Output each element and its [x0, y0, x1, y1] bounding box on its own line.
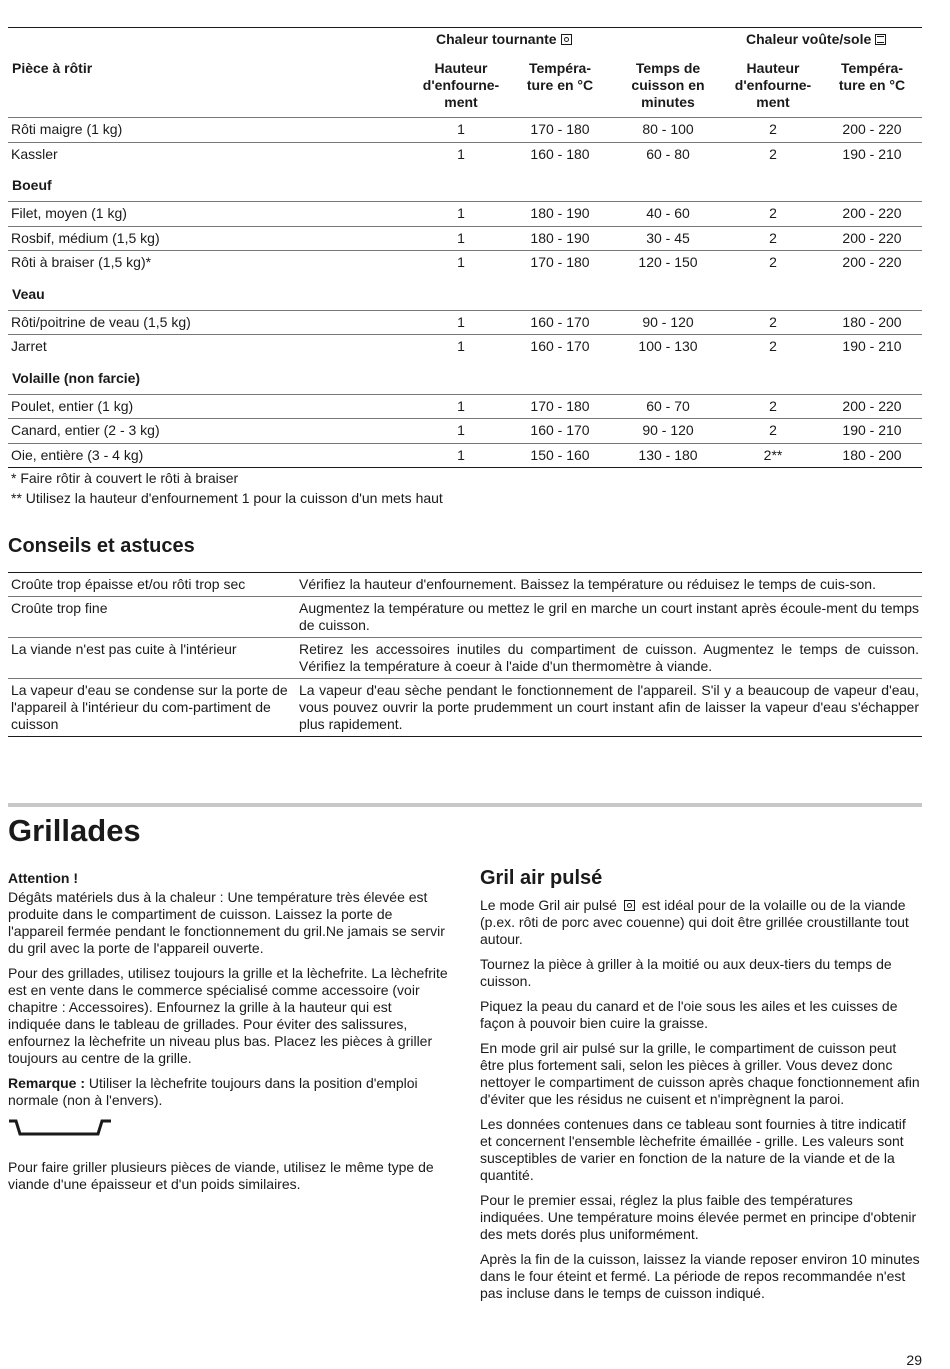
cell-time: 90 - 120 — [642, 313, 694, 330]
group-header-fan-label: Chaleur tournante — [436, 31, 557, 47]
cell-h2: 2 — [769, 254, 777, 270]
remark-text: Utiliser la lèchefrite toujours dans la position d'emploi normale (non à l'envers). — [8, 1075, 418, 1108]
col-header-temps: Temps de cuisson en minutes — [631, 60, 705, 110]
piece-name: Poulet, entier (1 kg) — [11, 397, 134, 414]
cell-time: 40 - 60 — [646, 205, 690, 221]
piece-name: Kassler — [11, 145, 58, 162]
cell-h2: 2 — [769, 229, 777, 246]
table-top-rule — [8, 27, 922, 28]
cell-time: 90 - 120 — [642, 422, 694, 438]
cell-t2: 180 - 200 — [842, 446, 902, 463]
remark-label: Remarque : — [8, 1075, 86, 1091]
cell-t1: 160 - 180 — [530, 145, 590, 162]
category-label: Boeuf — [12, 177, 52, 193]
cell-time: 130 - 180 — [638, 446, 698, 463]
remark — [8, 1075, 448, 1109]
table-row — [8, 310, 922, 336]
table-footnote: * Faire rôtir à couvert le rôti à braiser — [11, 470, 239, 486]
cell-h2: 2 — [769, 205, 777, 221]
tip-solution: Retirez les accessoires inutiles du compartiment de cuisson. Augmentez le temps de cuisson. Vérifiez la température à coeur à l'aide d'un thermomètre à viande. — [299, 641, 919, 674]
cell-t1: 170 - 180 — [530, 397, 590, 414]
gril-paragraph: Piquez la peau du canard et de l'oie sous les ailes et les cuisses de façon à pouvoir bien cuire la graisse. — [480, 998, 898, 1031]
cell-h1: 1 — [457, 254, 465, 270]
cell-h1: 1 — [457, 338, 465, 354]
tip-row — [8, 638, 922, 679]
tip-problem: Croûte trop fine — [11, 600, 108, 616]
col-header-piece: Pièce à rôtir — [12, 60, 93, 76]
gril-paragraph: Après la fin de la cuisson, laissez la viande reposer environ 10 minutes dans le four éteint et fermé. La période de repos recommandée n'est pas incluse dans le temps de cuisson indiqué. — [480, 1251, 920, 1301]
group-header-fan — [436, 31, 572, 48]
gril-paragraph: Tournez la pièce à griller à la moitié ou aux deux-tiers du temps de cuisson. — [480, 956, 892, 989]
group-header-topbottom — [746, 31, 886, 48]
table-row — [8, 334, 922, 360]
piece-name: Rosbif, médium (1,5 kg) — [11, 229, 160, 246]
cell-time: 30 - 45 — [646, 229, 690, 246]
cell-h1: 1 — [457, 446, 465, 463]
grillades-right-column — [480, 866, 920, 1310]
cell-time: 100 - 130 — [638, 338, 698, 354]
cell-t1: 180 - 190 — [530, 229, 590, 246]
category-row — [8, 275, 922, 310]
cell-h2: 2 — [769, 313, 777, 330]
tip-row — [8, 679, 922, 737]
cell-h2: 2 — [769, 121, 777, 137]
piece-name: Jarret — [11, 338, 47, 354]
cell-t1: 150 - 160 — [530, 446, 590, 463]
tip-problem: Croûte trop épaisse et/ou rôti trop sec — [11, 576, 246, 592]
cell-t2: 200 - 220 — [842, 229, 902, 246]
cell-h1: 1 — [457, 121, 465, 137]
group-header-topbottom-label: Chaleur voûte/sole — [746, 31, 872, 47]
cell-h1: 1 — [457, 397, 465, 414]
col-header-hauteur-1: Hauteur d'enfourne- ment — [422, 60, 500, 110]
grill-instructions: Pour des grillades, utilisez toujours la grille et la lèchefrite. La lèchefrite est en vente dans le commerce spécialisé comme accessoire (voir chapitre : Accessoires). Enfournez la grille à la hauteur qui est indiquée dans le tableau de grillades. Pour éviter des salissures, enfournez la lèchefrite un niveau plus bas. Placez les pièces à griller toujours au centre de la grille. — [8, 965, 448, 1066]
cell-t2: 190 - 210 — [842, 338, 902, 354]
cell-t1: 160 - 170 — [530, 422, 590, 438]
gril-paragraph: En mode gril air pulsé sur la grille, le compartiment de cuisson peut être plus fortement sali, selon les pièces à griller. Vous devez donc nettoyer le compartiment de cuisson après chaque fonctionnement afin d'éviter que les résidus ne cuisent et n'imprègnent la paroi. — [480, 1040, 920, 1107]
col-header-hauteur-2: Hauteur d'enfourne- ment — [734, 60, 812, 110]
tips-table — [8, 572, 922, 737]
table-row — [8, 201, 922, 227]
cell-time: 60 - 80 — [646, 145, 690, 162]
cell-time: 60 - 70 — [646, 397, 690, 414]
cell-t1: 160 - 170 — [530, 313, 590, 330]
table-row — [8, 226, 922, 252]
cell-t2: 200 - 220 — [842, 397, 902, 414]
gril-intro: Le mode Gril air pulsé est idéal pour de la volaille ou de la viande (p.ex. rôti de porc avec couenne) qui doit être grillée croustillante tout autour. — [480, 897, 909, 947]
cell-h1: 1 — [457, 205, 465, 221]
cell-h1: 1 — [457, 229, 465, 246]
table-row — [8, 394, 922, 420]
fan-grill-icon — [624, 900, 635, 911]
cell-time: 80 - 100 — [642, 121, 694, 137]
section-divider — [8, 803, 922, 807]
attention-title: Attention ! — [8, 870, 78, 886]
gril-paragraphs — [480, 956, 920, 1302]
cell-h1: 1 — [457, 145, 465, 162]
cell-h1: 1 — [457, 422, 465, 438]
piece-name: Rôti maigre (1 kg) — [11, 121, 123, 137]
table-row — [8, 142, 922, 168]
gril-air-pulse-title: Gril air pulsé — [480, 867, 603, 889]
tip-solution: Augmentez la température ou mettez le gril en marche un court instant après écoule-ment du temps de cuisson. — [299, 600, 919, 633]
page-number: 29 — [906, 1352, 922, 1368]
category-row — [8, 359, 922, 394]
cell-t2: 200 - 220 — [842, 254, 902, 270]
category-label: Volaille (non farcie) — [12, 369, 141, 386]
category-row — [8, 166, 922, 201]
piece-name: Rôti/poitrine de veau (1,5 kg) — [11, 313, 191, 330]
cell-t1: 170 - 180 — [530, 254, 590, 270]
table-footnote: ** Utilisez la hauteur d'enfournement 1 pour la cuisson d'un mets haut — [11, 490, 443, 506]
grill-multiple-pieces: Pour faire griller plusieurs pièces de viande, utilisez le même type de viande d'une épaisseur et d'un poids similaires. — [8, 1159, 434, 1192]
cell-t1: 160 - 170 — [530, 338, 590, 354]
table-row — [8, 250, 922, 276]
table-row — [8, 418, 922, 444]
tip-solution: Vérifiez la hauteur d'enfournement. Baissez la température ou réduisez le temps de cuis-son. — [299, 576, 876, 592]
table-row — [8, 117, 922, 143]
tip-problem: La viande n'est pas cuite à l'intérieur — [11, 641, 237, 657]
cell-h1: 1 — [457, 313, 465, 330]
gril-paragraph: Pour le premier essai, réglez la plus faible des températures indiquées. Une température moins élevée permet en principe d'obtenir des mets dorés plus uniformément. — [480, 1192, 917, 1242]
piece-name: Oie, entière (3 - 4 kg) — [11, 446, 144, 463]
cell-h2: 2 — [769, 397, 777, 414]
tip-row — [8, 597, 922, 638]
cell-time: 120 - 150 — [638, 254, 698, 270]
cell-h2: 2 — [769, 338, 777, 354]
category-label: Veau — [12, 285, 45, 302]
cell-t2: 180 - 200 — [842, 313, 902, 330]
tip-row — [8, 573, 922, 597]
drip-tray-icon — [8, 1117, 112, 1139]
cell-t2: 190 - 210 — [842, 422, 902, 438]
table-bottom-rule — [8, 467, 922, 468]
grillades-title: Grillades — [8, 813, 141, 848]
grillades-left-column — [8, 870, 448, 1201]
gril-paragraph: Les données contenues dans ce tableau sont fournies à titre indicatif et concernent l'ensemble lèchefrite émaillée - grille. Les valeurs sont susceptibles de varier en fonction de la nature de la viande et de la quantité. — [480, 1116, 906, 1183]
col-header-temp-1: Tempéra- ture en °C — [526, 60, 594, 93]
cell-t1: 180 - 190 — [530, 205, 590, 221]
piece-name: Rôti à braiser (1,5 kg)* — [11, 254, 152, 270]
piece-name: Canard, entier (2 - 3 kg) — [11, 422, 160, 438]
col-header-temp-2: Tempéra- ture en °C — [838, 60, 906, 93]
piece-name: Filet, moyen (1 kg) — [11, 205, 127, 221]
cell-t2: 190 - 210 — [842, 145, 902, 162]
cell-h2: 2 — [769, 422, 777, 438]
cell-h2: 2** — [763, 446, 783, 463]
attention-text: Dégâts matériels dus à la chaleur : Une température très élevée est produite dans le compartiment de cuisson. Laissez la porte de l'appareil fermée pendant le fonctionnement du gril.Ne jamais se servir du gril avec la porte de l'appareil ouverte. — [8, 889, 445, 956]
tips-title: Conseils et astuces — [8, 535, 195, 557]
top-bottom-heat-icon — [875, 34, 886, 45]
table-row — [8, 443, 922, 469]
tip-solution: La vapeur d'eau sèche pendant le fonctionnement de l'appareil. S'il y a beaucoup de vapeur d'eau, vous pouvez ouvrir la porte prudemment un court instant afin de laisser la vapeur d'eau s'échapper plus rapidement. — [299, 682, 919, 732]
cell-h2: 2 — [769, 145, 777, 162]
cell-t1: 170 - 180 — [530, 121, 590, 137]
tip-problem: La vapeur d'eau se condense sur la porte de l'appareil à l'intérieur du com-partiment de cuisson — [11, 682, 288, 732]
cell-t2: 200 - 220 — [842, 121, 902, 137]
fan-heat-icon — [561, 34, 572, 45]
cell-t2: 200 - 220 — [842, 205, 902, 221]
